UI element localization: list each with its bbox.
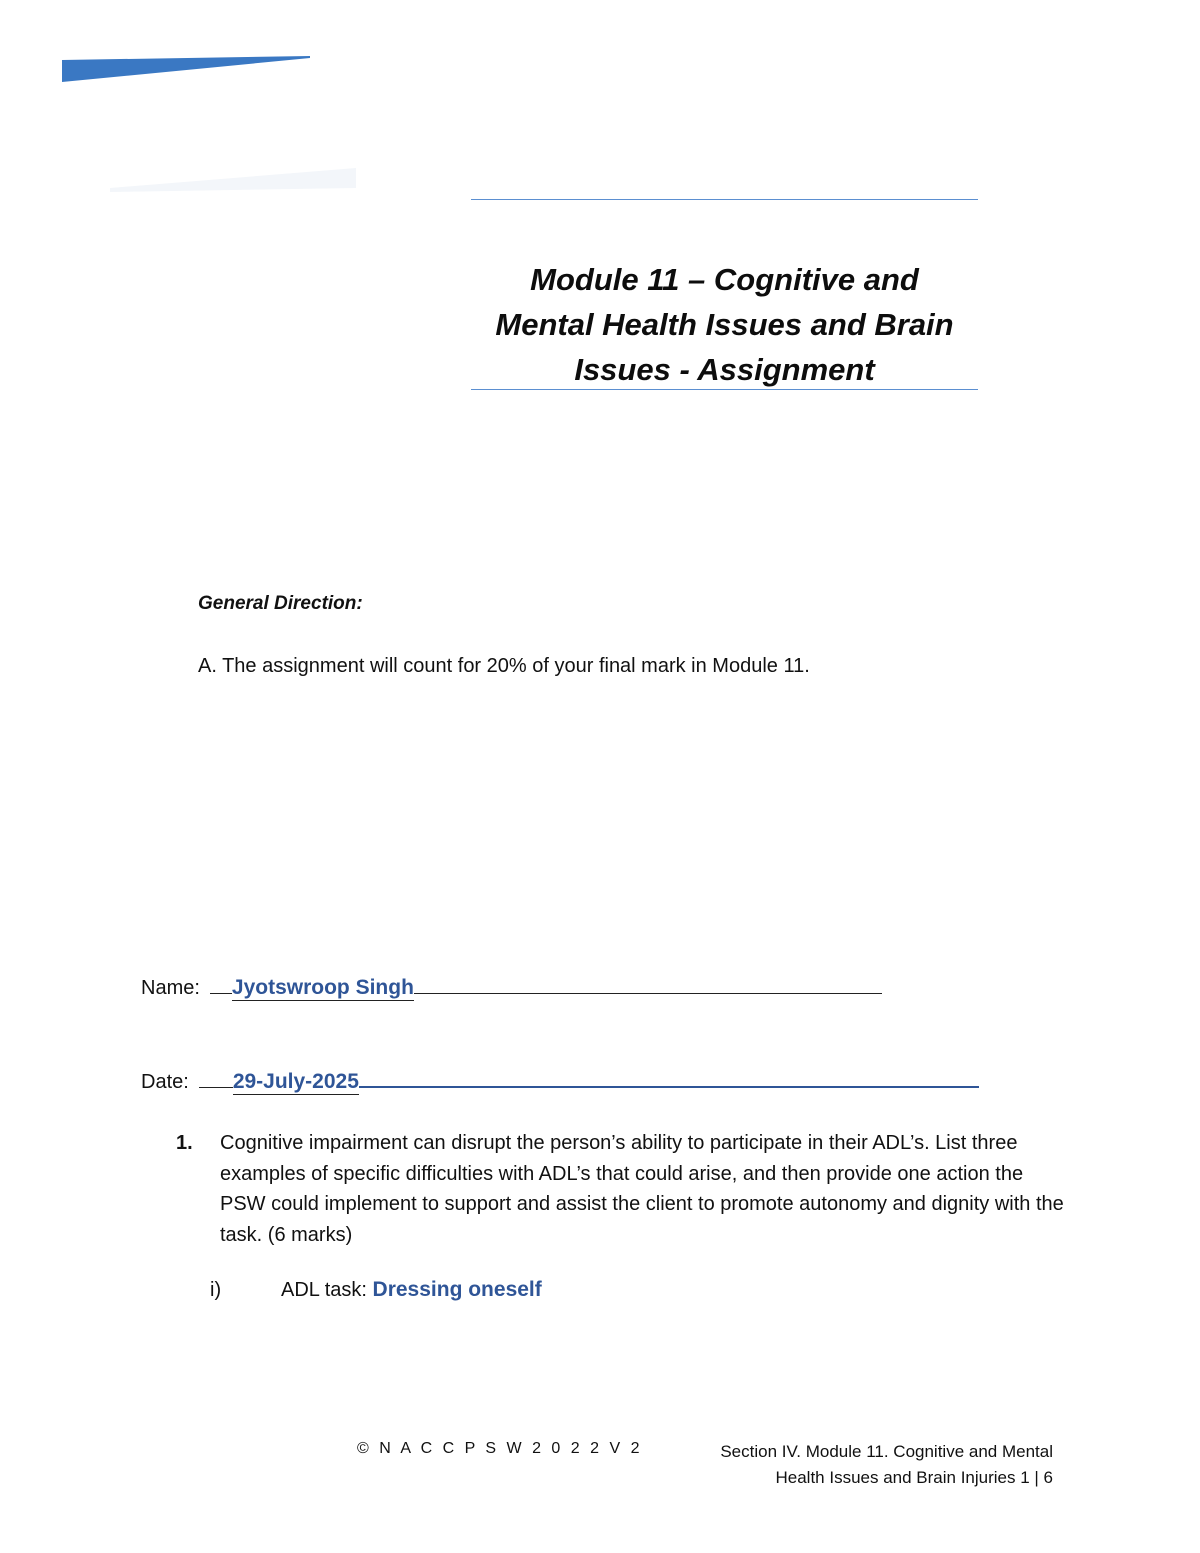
name-blank-trail <box>414 975 882 994</box>
title-line-3: Issues - Assignment <box>574 352 875 387</box>
logo-stripe <box>62 56 310 84</box>
title-top-rule <box>471 199 978 200</box>
sub-item-number: i) <box>210 1279 222 1301</box>
question-1-text: Cognitive impairment can disrupt the person’s ability to participate in their ADL’s. List three examples of specific difficulties with ADL’s that could arise, and then provide one action the PSW could implement to support and assist the client to promote autonomy and dignity with the task. (6 marks) <box>220 1132 1064 1246</box>
name-value[interactable]: Jyotswroop Singh <box>231 976 414 999</box>
general-direction-item-a: A. The assignment will count for 20% of your final mark in Module 11. <box>198 655 810 677</box>
name-label: Name: <box>141 977 200 999</box>
footer-section-line-2: Health Issues and Brain Injuries 1 | 6 <box>775 1468 1053 1487</box>
question-1-sub-item-i <box>210 1278 542 1302</box>
sub-item-answer[interactable]: Dressing oneself <box>372 1278 542 1301</box>
name-field-row <box>141 975 882 1001</box>
title-bottom-rule <box>471 389 978 390</box>
date-field-row <box>141 1068 979 1095</box>
date-label: Date: <box>141 1071 189 1093</box>
sub-item-label: ADL task: <box>281 1279 367 1301</box>
title-line-1: Module 11 – Cognitive and <box>530 262 919 297</box>
question-1-number: 1. <box>176 1132 193 1154</box>
footer-section-line-1: Section IV. Module 11. Cognitive and Mental <box>720 1442 1053 1461</box>
general-direction-heading: General Direction: <box>198 593 363 614</box>
logo-faded-shape <box>110 168 356 192</box>
footer-copyright: © N A C C P S W 2 0 2 2 V 2 <box>357 1440 643 1457</box>
document-title <box>471 257 978 392</box>
date-blank-trail <box>359 1068 979 1088</box>
footer-section-info <box>720 1439 1053 1491</box>
date-blank-lead <box>199 1069 233 1088</box>
question-1 <box>176 1128 1066 1250</box>
logo-stripe-shape <box>62 56 310 82</box>
date-value[interactable]: 29-July-2025 <box>232 1070 359 1093</box>
title-line-2: Mental Health Issues and Brain <box>495 307 954 342</box>
name-blank-lead <box>210 975 232 994</box>
logo-stripe-faded <box>110 168 356 194</box>
